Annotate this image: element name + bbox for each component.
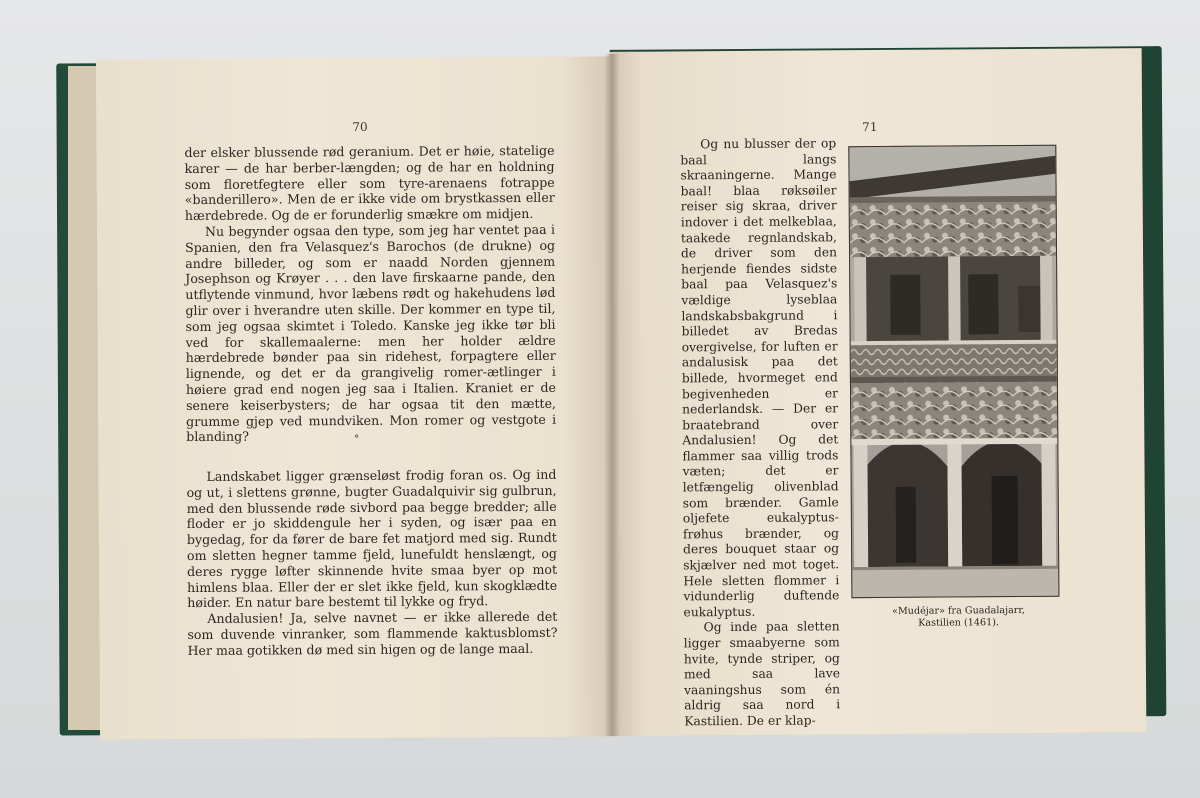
paragraph: Landskabet ligger grænseløst frodig foran os. Og ind og ut, i slettens grønne, bugter Guadalquivir sig gulbrun, med den blussende røde sivbord paa begge bredder; alle floder er jo skiddengule her i syden, og især paa en bygedag, for da fører de bare fet matjord med sig. Rundt om sletten hegner tamme fjeld, lunefuldt henslængt, og deres rygge løfter skinnende hvite smaa byer op mot himlens blaa. Eller der er slet ikke fjeld, kun skogklædte høider. En natur bare bestemt til lykke og fryd. (186, 466, 558, 611)
page-number: 71 (862, 119, 878, 135)
courtyard-photo (848, 145, 1059, 598)
paragraph: Nu begynder ogsaa den type, som jeg har ventet paa i Spanien, den fra Velasquez's Barochos (de drukne) og andre billeder, og som er naadd Norden gjennem Josephson og Krøyer . . . den lave firskaarne pande, den utflytende vinmund, hvor læbens rødt og hakehudens lød glir over i hverandre uten skille. Der kommer en type til, som jeg ogsaa skimtet i Toledo. Kanske jeg ikke tør bli ved for skallemaalerne: men her holder ældre hærdebrede bønder paa sin ridehest, forpagtere eller lignende, og det er da grangivelig romer-ætlinger i høiere grad end nogen jeg saa i Italien. Kraniet er de senere keiserbysters; de har ogsaa tit den mætte, grumme gjep ved mundviken. Mon romer og vestgote i blanding? (185, 221, 557, 445)
page-number: 70 (352, 119, 368, 135)
section-ornament: ° (354, 433, 360, 446)
paragraph: der elsker blussende rød geranium. Det er høie, statelige karer — de har berber-længden; og de har en holdning som floretfegtere eller som tyre-arenaens fotrappe «banderillero». Men de er ikke vide om brystkassen eller hærdebrede. Og de er forunderlig smækre om midjen. (184, 142, 555, 224)
text-block-bottom (186, 467, 557, 659)
photo-illustration (849, 146, 1058, 597)
paragraph: Og inde paa sletten ligger smaabyerne som hvite, tynde striper, og med saa lave vaaningshus som én aldrig saa nord i Kastilien. De er klap- (683, 619, 841, 729)
paragraph: Andalusien! Ja, selve navnet — er ikke allerede det som duvende vinranker, som flammende kaktusblomst? Her maa gotikken dø med sin higen og de lange maal. (187, 608, 558, 658)
left-page (96, 56, 616, 739)
photo-caption: «Mudéjar» fra Guadalajarr, Kastilien (1461). (892, 604, 1026, 629)
paragraph: Og nu blusser der op baal langs skraaningerne. Mange baal! blaa røksøiler reiser sig skraa, driver indover i det melkeblaa, taakede regnlandskab, de driver som den herjende fiendes sidste baal paa Velasquez's vældige lyseblaa landskabsbakgrund i billedet av Bredas overgivelse, for luften er andalusisk paa det billede, hvormeget end begivenheden er nederlandsk. — Der er braatebrand over Andalusien! Og det flammer saa villig trods væten; det er letfængelig olivenblad som brænder. Gamle oljefete eukalyptus-frøhus brænder, og deres bouquet staar og skjælver ned mot toget. Hele sletten flommer i vidunderlig duftende eukalyptus. (680, 136, 840, 620)
text-column (680, 136, 840, 730)
text-block-top (184, 143, 556, 445)
book-gutter (604, 54, 620, 736)
right-page (610, 48, 1147, 736)
